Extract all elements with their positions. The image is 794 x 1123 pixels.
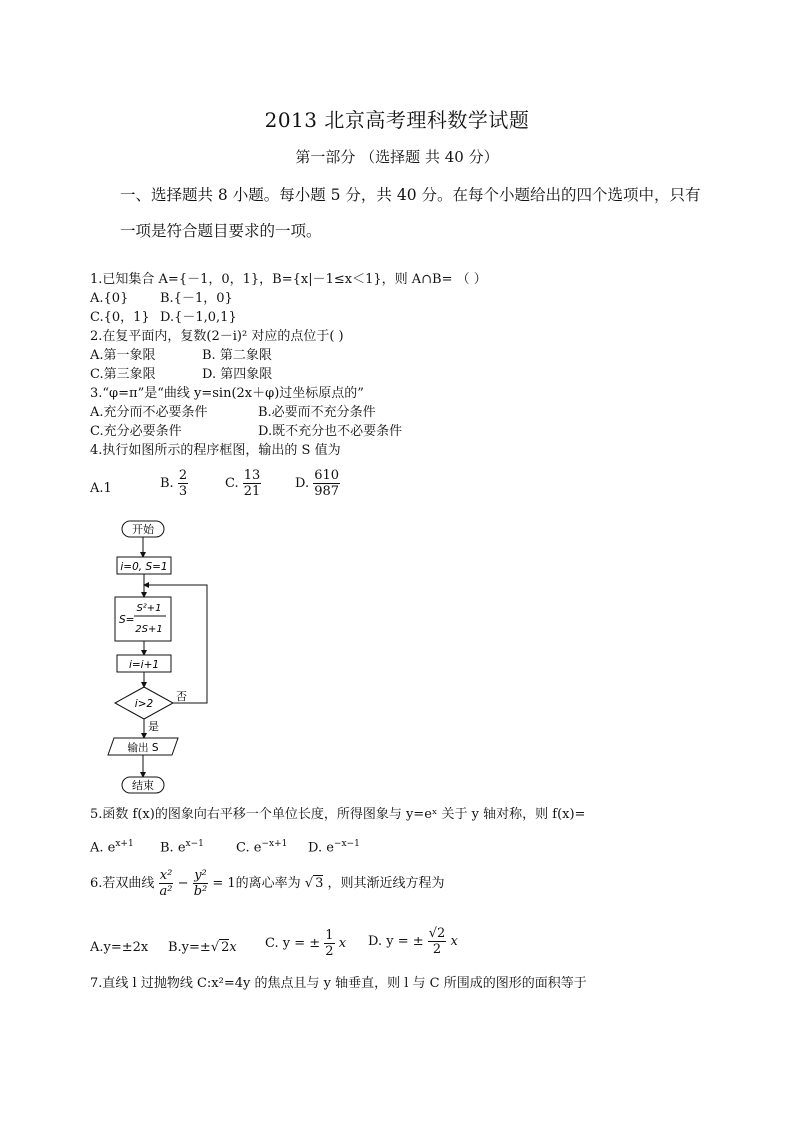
page-title: 2013 北京高考理科数学试题 xyxy=(264,108,530,132)
flow-assign-numerator: S²+1 xyxy=(136,603,162,614)
flow-condition-label: i>2 xyxy=(134,698,154,710)
question-1-option-d: D.{－1,0,1} xyxy=(160,310,237,325)
question-1-option-c: C.{0，1} xyxy=(90,310,150,325)
question-6-option-b: B.y=±√ 2x xyxy=(168,940,237,955)
flow-assign-denominator: 2S+1 xyxy=(135,624,163,635)
question-5-option-a: A. $e^{x+1}$ xyxy=(90,839,134,856)
flow-yes-label: 是 xyxy=(148,720,159,733)
flow-start-label: 开始 xyxy=(132,523,154,536)
flow-init-label: i=0, S=1 xyxy=(120,561,168,573)
question-6-option-c: C. y = ± $\frac{1}{2}$ x xyxy=(265,928,347,959)
question-7-stem: 7.直线 l 过抛物线 C:x²=4y 的焦点且与 y 轴垂直，则 l 与 C 所围成的图形的面积等于 xyxy=(90,976,587,991)
question-1-option-a: A.{0} xyxy=(90,291,129,306)
flow-output-label: 输出 S xyxy=(127,742,159,754)
flow-increment-label: i=i+1 xyxy=(128,659,160,671)
question-4-option-a: A.1 xyxy=(90,481,112,496)
question-6-stem: 6.若双曲线 $\frac{\text{x²}}{\text{a²}}$ − $\frac{\text{y²}}{\text{b²}}$ = 1的离心率为 √ 3 ，则其渐近线方程为 xyxy=(90,868,445,899)
section-subtitle: 第一部分 （选择题 共 40 分） xyxy=(295,148,499,166)
question-5-option-b: B. $e^{x-1}$ xyxy=(160,839,204,856)
question-5-stem: 5.函数 f(x)的图象向右平移一个单位长度，所得图象与 y=eˣ 关于 y 轴对称，则 f(x)= xyxy=(90,807,586,822)
question-3-option-c: C.充分必要条件 xyxy=(90,424,182,439)
question-4-stem: 4.执行如图所示的程序框图，输出的 S 值为 xyxy=(90,443,341,458)
question-2-option-b: B. 第二象限 xyxy=(202,348,272,363)
question-2-option-c: C.第三象限 xyxy=(90,367,156,382)
question-5-option-d: D. $e^{-x-1}$ xyxy=(308,839,360,856)
instructions-line-1: 一、选择题共 8 小题。每小题 5 分，共 40 分。在每个小题给出的四个选项中，只有 xyxy=(120,186,701,204)
question-3-stem: 3.“φ=π”是“曲线 y=sin(2x＋φ)过坐标原点的” xyxy=(90,386,364,401)
question-4-option-c: C. $\frac{13}{21}$ xyxy=(225,468,261,499)
question-4-option-d: D. $\frac{610}{987}$ xyxy=(295,468,340,499)
question-6-option-d: D. y = ± $\frac{√2}{2}$ x xyxy=(368,926,458,957)
question-2-stem: 2.在复平面内，复数(2－i)² 对应的点位于( ) xyxy=(90,329,344,344)
flow-assign-lhs: S= xyxy=(119,614,135,626)
question-2-option-a: A.第一象限 xyxy=(90,348,156,363)
question-3-option-d: D.既不充分也不必要条件 xyxy=(258,424,403,439)
question-6-option-a: A.y=±2x xyxy=(90,940,149,955)
flow-no-label: 否 xyxy=(176,690,187,703)
program-flowchart xyxy=(100,515,220,800)
instructions-line-2: 一项是符合题目要求的一项。 xyxy=(120,222,322,240)
question-1-option-b: B.{－1，0} xyxy=(160,291,233,306)
flow-end-label: 结束 xyxy=(132,779,154,792)
question-3-option-b: B.必要而不充分条件 xyxy=(258,405,376,420)
question-3-option-a: A.充分而不必要条件 xyxy=(90,405,208,420)
question-2-option-d: D. 第四象限 xyxy=(202,367,273,382)
question-5-option-c: C. $e^{-x+1}$ xyxy=(236,839,288,856)
question-4-option-b: B. $\frac{2}{3}$ xyxy=(160,468,188,499)
question-1-stem: 1.已知集合 A={－1，0，1}，B={x|－1≤x＜1}，则 A∩B= （ ） xyxy=(90,272,487,287)
